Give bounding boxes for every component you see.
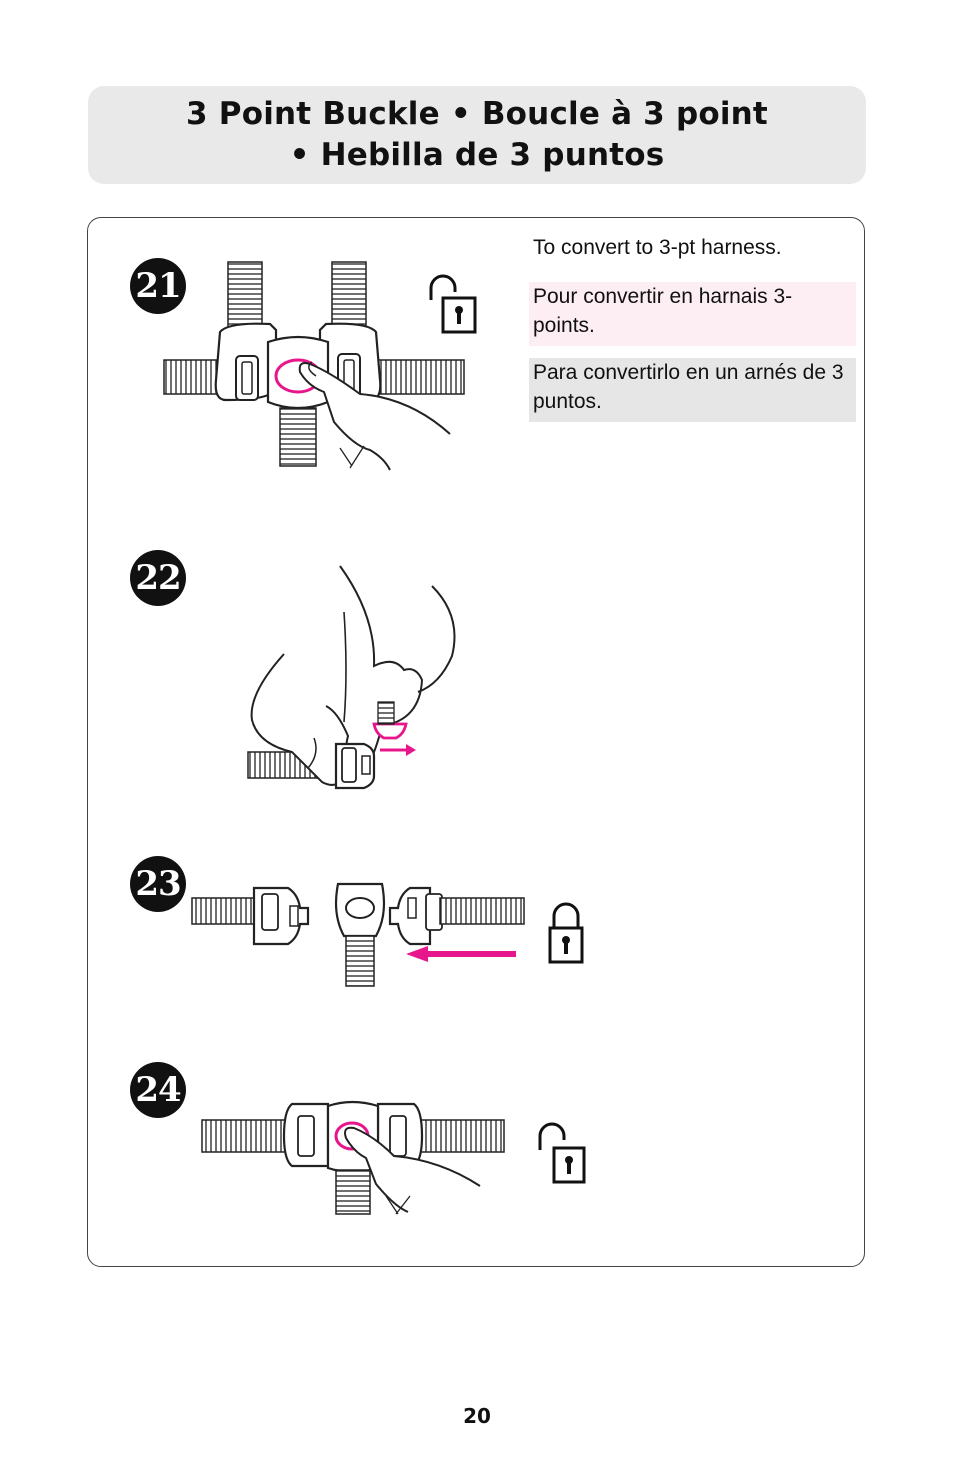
step-24-illustration xyxy=(200,1100,510,1216)
step-24-badge: 24 xyxy=(130,1062,186,1118)
locked-padlock-icon xyxy=(546,898,586,966)
title-banner xyxy=(88,86,866,184)
page-number: 20 xyxy=(463,1404,491,1428)
title-line-2: • Hebilla de 3 puntos xyxy=(289,137,665,173)
unlocked-padlock-icon xyxy=(427,270,479,336)
instruction-spanish: Para convertirlo en un arnés de 3 puntos. xyxy=(529,358,856,422)
step-22-badge: 22 xyxy=(130,550,186,606)
unlocked-padlock-icon xyxy=(536,1118,588,1184)
title-line-1: 3 Point Buckle • Boucle à 3 point xyxy=(186,96,768,132)
step-23-illustration xyxy=(190,880,530,990)
step-21-badge: 21 xyxy=(130,258,186,314)
step-21-illustration xyxy=(160,258,460,470)
instruction-french: Pour convertir en harnais 3-points. xyxy=(529,282,856,346)
step-22-illustration xyxy=(244,562,474,794)
instruction-english: To convert to 3-pt harness. xyxy=(533,236,782,259)
step-23-badge: 23 xyxy=(130,856,186,912)
